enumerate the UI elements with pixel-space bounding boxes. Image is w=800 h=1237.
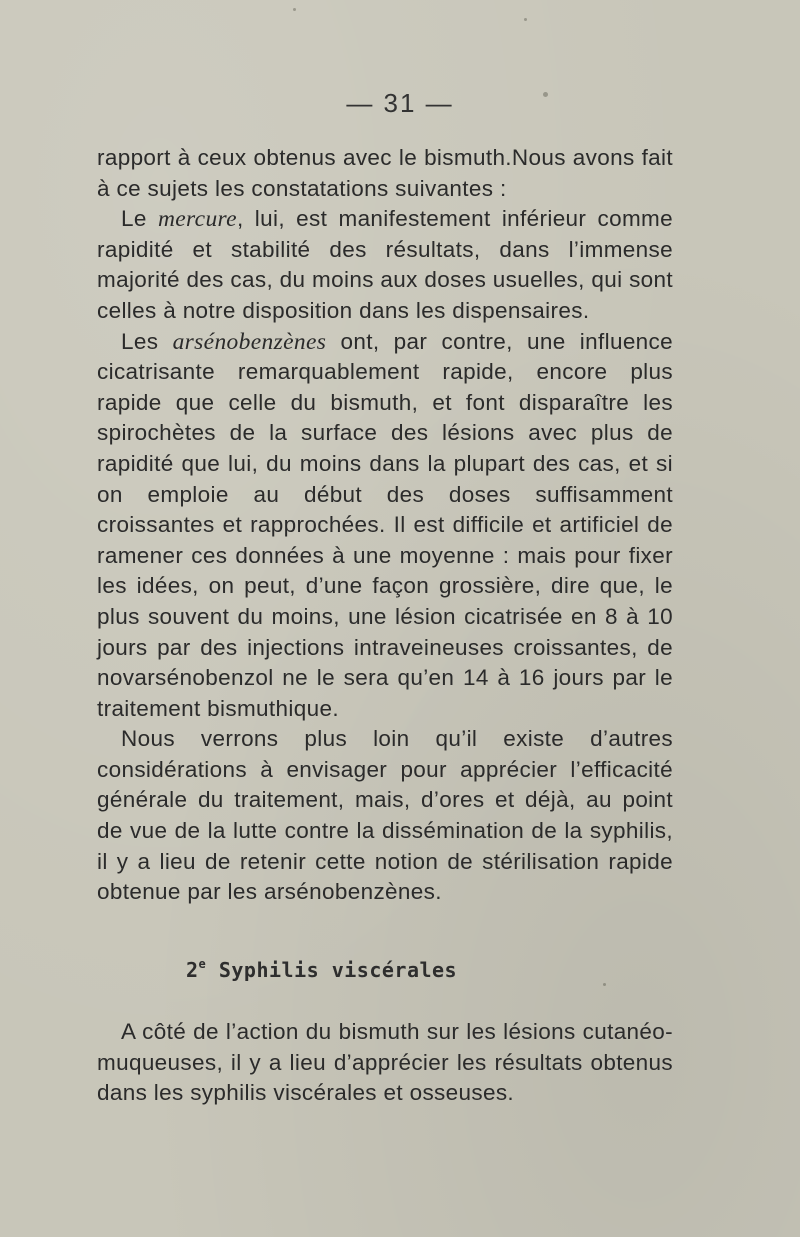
body-text-lower — [97, 1017, 673, 1109]
italic-term-arsenobenzenes: arsénobenzènes — [172, 328, 327, 355]
paper-speck — [293, 8, 296, 11]
section-number: 2 — [186, 958, 199, 982]
paper-speck — [603, 983, 606, 986]
paragraph-text: ont, par contre, une influence cicatrisante remarquablement rapide, encore plus rapide que celle du bismuth, et font disparaître les spirochètes de la surface des lésions avec plus de rapidité que lui, du moins dans la plupart des cas, et si on emploie au début des doses suffisamment croissantes et rapprochées. Il est difficile et artificiel de ramener ces données à une moyenne : mais pour fixer les idées, on peut, d’une façon grossière, dire que, le plus souvent du moins, une lésion cicatrisée en 8 à 10 jours par des injections intraveineuses croissantes, de novarsénobenzol ne le sera qu’en 14 à 16 jours par le traitement bismuthique. — [97, 328, 674, 721]
italic-term-mercure: mercure — [157, 206, 237, 233]
paragraph-3 — [97, 327, 673, 725]
section-superscript: e — [198, 957, 207, 971]
paragraph-1 — [97, 143, 673, 204]
paragraph-text: Le — [121, 206, 158, 232]
body-text-upper — [97, 143, 673, 908]
paragraph-text: , lui, est manifestement inférieur comme rapidité et stabilité des résultats, dans l’immense majorité des cas, du moins aux doses usuelles, qui sont celles à notre disposition dans les dispensaires. — [97, 206, 673, 323]
paragraph-2 — [97, 204, 673, 326]
paper-speck — [524, 18, 527, 21]
paragraph-5 — [97, 1017, 673, 1109]
paragraph-text: Les — [121, 328, 173, 354]
paragraph-text: A côté de l’action du bismuth sur les lésions cutanéo-muqueuses, il y a lieu d’apprécier les résultats obtenus dans les syphilis viscérales et osseuses. — [97, 1019, 673, 1106]
section-heading — [186, 957, 457, 982]
paper-speck — [543, 92, 548, 97]
paragraph-text: rapport à ceux obtenus avec le bismuth.Nous avons fait à ce sujets les constatations suivantes : — [97, 145, 673, 201]
paragraph-text: Nous verrons plus loin qu’il existe d’autres considérations à envisager pour apprécier l’efficacité générale du traitement, mais, d’ores et déjà, au point de vue de la lutte contre la dissémination de la syphilis, il y a lieu de retenir cette notion de stérilisation rapide obtenue par les arsénobenzènes. — [97, 726, 673, 905]
section-title: Syphilis viscérales — [206, 958, 458, 982]
paragraph-4 — [97, 724, 673, 908]
page-number: — 31 — — [346, 88, 454, 118]
